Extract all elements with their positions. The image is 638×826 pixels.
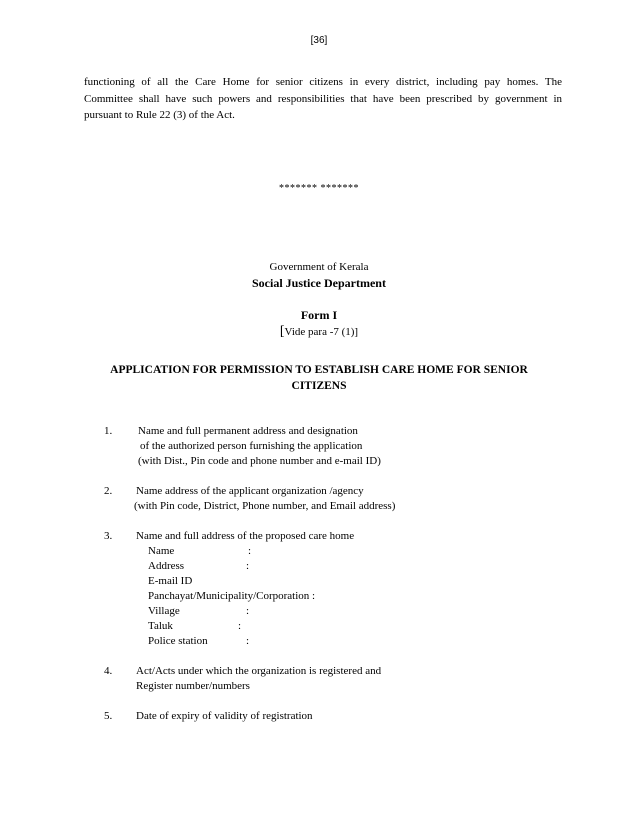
item-5-line-1: Date of expiry of validity of registration [136, 710, 313, 722]
intro-line-3: pursuant to Rule 22 (3) of the Act. [84, 109, 235, 121]
separator-stars: ******* ******* [279, 183, 359, 194]
item-1-line-2: of the authorized person furnishing the application [140, 440, 363, 452]
field-village-colon: : [246, 605, 250, 617]
intro-line-1: functioning of all the Care Home for senior citizens in every district, including pay homes. The [84, 76, 562, 88]
field-taluk-colon: : [238, 620, 242, 632]
field-police-station-label: Police station [148, 635, 208, 647]
department-name: Social Justice Department [252, 276, 386, 290]
page-number: [36] [310, 35, 328, 46]
item-2-line-1: Name address of the applicant organization /agency [136, 485, 364, 497]
government-name: Government of Kerala [269, 261, 369, 273]
application-title-line-2: CITIZENS [291, 380, 347, 392]
item-4-line-2: Register number/numbers [136, 680, 250, 692]
field-panchayat-label: Panchayat/Municipality/Corporation : [148, 590, 316, 602]
vide-reference [0, 325, 638, 339]
field-police-station-colon: : [246, 635, 250, 647]
item-3-number: 3. [104, 530, 113, 542]
vide-text: Vide para -7 (1)] [284, 326, 359, 338]
intro-paragraph [84, 74, 562, 124]
item-4-number: 4. [104, 665, 113, 677]
item-3-line-1: Name and full address of the proposed care home [136, 530, 355, 542]
item-5-number: 5. [104, 710, 113, 722]
item-1-line-1: Name and full permanent address and designation [138, 425, 358, 437]
item-2-line-2: (with Pin code, District, Phone number, and Email address) [134, 500, 396, 512]
field-email-label: E-mail ID [148, 575, 193, 587]
intro-line-2: Committee shall have such powers and responsibilities that have been prescribed by government in [84, 92, 562, 105]
item-2-number: 2. [104, 485, 113, 497]
field-address-label: Address [148, 560, 185, 572]
field-name-label: Name [148, 545, 175, 557]
application-title [0, 362, 638, 394]
item-4-line-1: Act/Acts under which the organization is registered and [136, 665, 382, 677]
field-address-colon: : [246, 560, 250, 572]
item-1-number: 1. [104, 425, 113, 437]
field-village-label: Village [148, 605, 180, 617]
field-taluk-label: Taluk [148, 620, 173, 632]
application-title-line-1: APPLICATION FOR PERMISSION TO ESTABLISH CARE HOME FOR SENIOR [110, 364, 528, 376]
vide-open-bracket: [ [279, 324, 285, 339]
item-1-line-3: (with Dist., Pin code and phone number and e-mail ID) [138, 455, 381, 467]
form-title: Form I [300, 308, 338, 322]
field-name-colon: : [248, 545, 252, 557]
